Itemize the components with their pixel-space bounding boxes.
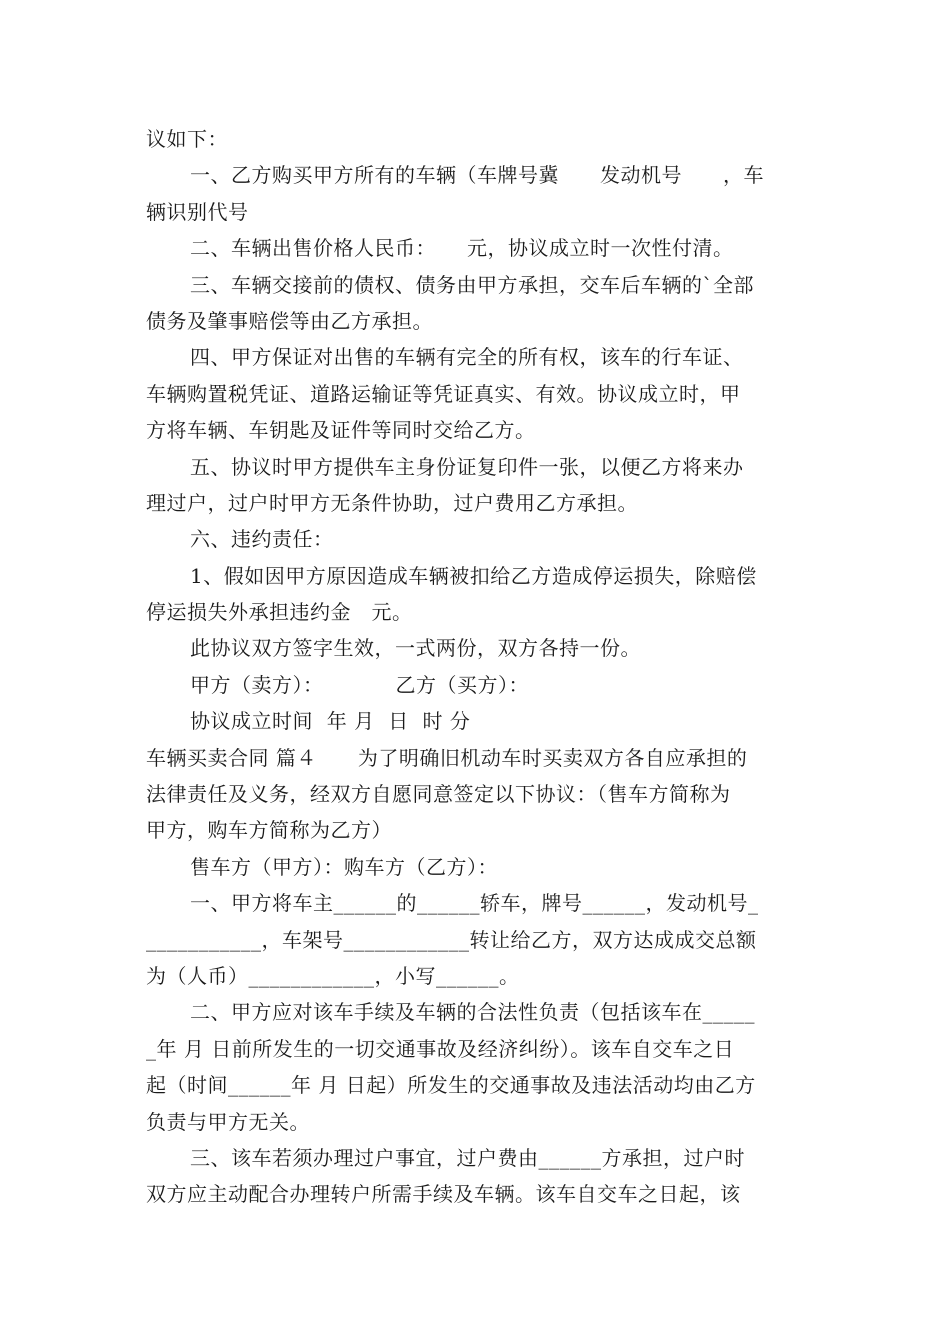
text-line: 此协议双方签字生效，一式两份，双方各持一份。 (190, 636, 641, 661)
text-line: 法律责任及义务，经双方自愿同意签定以下协议：（售车方简称为 (146, 782, 731, 807)
text-line: 债务及肇事赔偿等由乙方承担。 (146, 308, 433, 333)
text-line: 二、车辆出售价格人民币： 元，协议成立时一次性付清。 (190, 236, 734, 261)
text-line: 双方应主动配合办理转户所需手续及车辆。该车自交车之日起，该 (146, 1182, 741, 1207)
text-line: ___________，车架号____________转让给乙方，双方达成成交总额 (146, 927, 757, 952)
text-line: 理过户，过户时甲方无条件协助，过户费用乙方承担。 (146, 490, 638, 515)
text-line: 二、甲方应对该车手续及车辆的合法性负责（包括该车在_____ (190, 1000, 755, 1025)
text-line: 方将车辆、车钥匙及证件等同时交给乙方。 (146, 418, 536, 443)
text-line: 六、违约责任： (190, 527, 334, 552)
text-line: 1、假如因甲方原因造成车辆被扣给乙方造成停运损失，除赔偿 (190, 563, 757, 588)
text-line: 甲方（卖方）： 乙方（买方）： (190, 672, 529, 697)
text-line: 协议成立时间 年 月 日 时 分 (190, 709, 471, 734)
text-line: 五、协议时甲方提供车主身份证复印件一张，以便乙方将来办 (190, 454, 744, 479)
text-line: 三、该车若须办理过户事宜，过户费由______方承担，过户时 (190, 1145, 745, 1170)
text-line: _年 月 日前所发生的一切交通事故及经济纠纷）。该车自交车之日 (146, 1036, 735, 1061)
text-line: 负责与甲方无关。 (146, 1109, 310, 1134)
text-line: 售车方（甲方）：购车方（乙方）： (190, 854, 498, 879)
text-line: 为（人币）____________，小写______。 (146, 963, 520, 988)
text-line: 起（时间______年 月 日起）所发生的交通事故及违法活动均由乙方 (146, 1073, 756, 1098)
text-line: 车辆购置税凭证、道路运输证等凭证真实、有效。协议成立时，甲 (146, 381, 741, 406)
section-heading-line: 车辆买卖合同 篇４ 为了明确旧机动车时买卖双方各自应承担的 (146, 745, 748, 770)
text-line: 议如下： (146, 127, 228, 151)
text-line: 一、乙方购买甲方所有的车辆（车牌号冀 发动机号 ，车 (190, 163, 764, 188)
text-line: 三、车辆交接前的债权、债务由甲方承担，交车后车辆的`全部 (190, 272, 754, 297)
text-line: 一、甲方将车主______的______轿车，牌号______，发动机号_ (190, 891, 759, 916)
text-line: 四、甲方保证对出售的车辆有完全的所有权，该车的行车证、 (190, 345, 744, 370)
document-body (146, 121, 810, 1213)
text-line: 辆识别代号 (146, 199, 249, 224)
text-line: 停运损失外承担违约金 元。 (146, 600, 413, 625)
text-line: 甲方，购车方简称为乙方） (146, 818, 392, 843)
